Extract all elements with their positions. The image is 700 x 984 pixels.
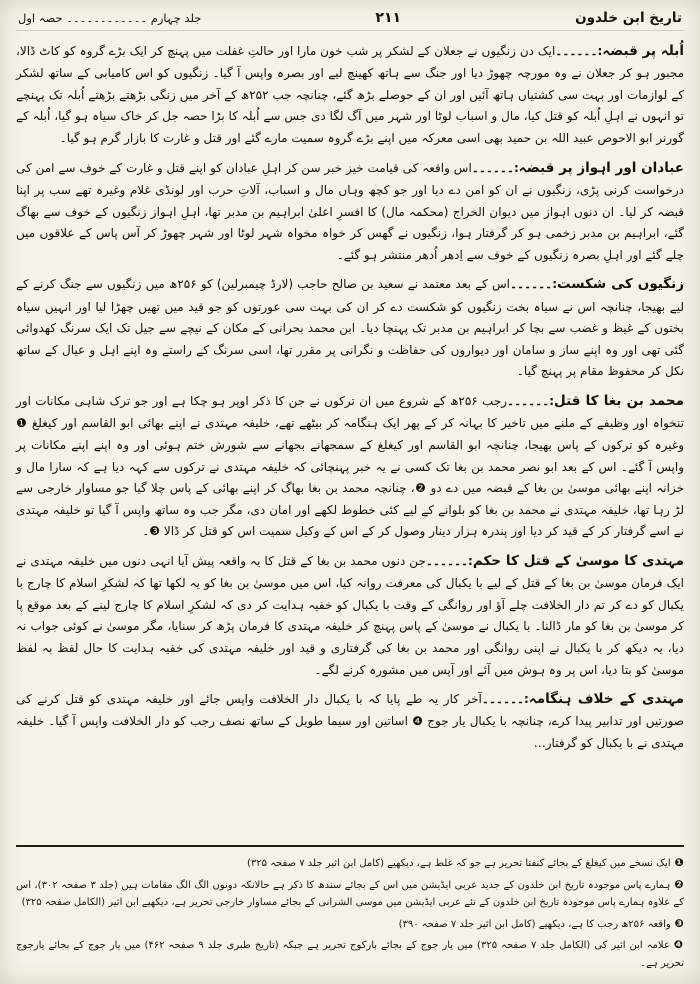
heading-separator: :۔۔۔۔۔۔ — [510, 277, 558, 292]
footnote-text: ایک نسخے میں کیغلغ کے بجائے کنفتا تحریر ہے جو کہ غلط ہے، دیکھیے (کامل ابن اثیر جلد ۷ صفحہ ۳۲۵) — [246, 858, 671, 869]
section-muhammad-bin-bugha-murder — [16, 389, 684, 543]
section-body: آخر کار یہ طے پایا کہ با یکبال دار الخلافت واپس جائے اور خلیفہ مہتدی کو قتل کرنے کی صورتیں اور تدابیر پیدا کرے، چنانچہ با یکبال یار جوج ❹ اساتین اور سیما طویل کے ساتھ نصف رجب کو دار الخلافت واپس آ گیا۔ خلیفہ مہتدی نے با یکبال کو گرفتار… — [16, 692, 684, 751]
footnote-text: واقعہ ۲۵۶ھ رجب کا ہے، دیکھیے (کامل ابن اثیر جلد ۷ صفحہ ۳۹۰) — [398, 918, 671, 930]
section-heading: مہتدی کا موسیٰ کے قتل کا حکم — [472, 552, 685, 569]
section-heading: عبادان اور اہواز پر قبضہ — [518, 159, 684, 176]
section-body: اس واقعہ کی قیامت خیز خبر سن کر اہلِ عبادان کو اپنے قتل و غارت کے خوف سے امن کی درخواست کرنی پڑی، زنگیوں نے ان کو امن دے دیا اور جو کچھ وہاں مال و اسباب، آلاتِ حرب اور لونڈی غلام وغیرہ تھے سب پر اپنا قبضہ کر لیا۔ ان دنوں اہواز میں دیوان الخراج (محکمہ مال) کا افسرِ اعلیٰ ابراہیم بن مدبر تھا، اہلِ اہواز زنگیوں کے خوف سے بھاگ گئے، ابراہیم بن مدبر زخمی ہو کر گرفتار ہوا، زنگیوں نے گھس کر خواہ مخواہ شہر لوٹا اور شہر چھوڑ کر آس پاس کے علاقوں میں چلے گئے اور اہلِ بصرہ زنگیوں کے خوف سے اِدھر اُدھر منتشر ہو گئے۔ — [16, 160, 684, 262]
page-number: ۲۱۱ — [375, 10, 402, 26]
footnote-marker: ❶ — [674, 856, 684, 869]
section-heading: محمد بن بغا کا قتل — [554, 393, 684, 410]
footnote-divider — [16, 845, 684, 847]
section-uprising-against-muhtadi — [16, 687, 684, 754]
footnote-2 — [16, 875, 684, 912]
footnote-marker: ❸ — [674, 916, 684, 930]
footnotes-section — [16, 839, 684, 974]
footnote-4 — [16, 935, 684, 972]
heading-separator: :۔۔۔۔۔۔ — [471, 160, 519, 175]
footnote-3 — [16, 914, 684, 934]
section-body: ایک دن زنگیوں نے جعلان کے لشکر پر شب خون مارا اور حالتِ غفلت میں پہنچ کر ایک بڑے گروہ کو کاٹ ڈالا، مجبور ہو کر جعلان نے وہ مورچہ چھوڑ دیا اور جنگ سے ہاتھ کھینچ لیے اور بصرہ واپس آ گیا۔ زنگیوں کو اس کامیابی کے ساتھ لشکر کے لوازمات اور بہت سی کشتیاں ہاتھ آئیں اور ان کے حوصلے بڑھ گئے، چنانچہ جب ۲۵۲ھ کے آخر میں زنگی بڑھتے بڑھتے اُبلہ تک پہنچے تو انہوں نے اہلِ اُبلہ کو قتل کیا، مال و اسباب لوٹا اور شہر میں آگ لگا دی جس سے اُبلہ کا بڑا حصہ جل کر خاک سیاہ ہو گیا، اُبلہ کے گورنر ابو الاحوص عبید اللہ بن حمید بھی اسی معرکہ میں اپنے بڑے گروہ سمیت مارے گئے اور قتل و غارت کا بازار گرم ہو گیا۔ — [16, 44, 684, 146]
section-abadan-ahwaz-capture — [16, 156, 684, 267]
section-heading: زنگیوں کی شکست — [557, 276, 684, 293]
page-body — [16, 39, 684, 761]
section-heading: اُبلہ پر قبضہ — [602, 43, 684, 59]
heading-separator: :۔۔۔۔۔۔ — [555, 44, 603, 58]
section-zanj-defeat — [16, 272, 684, 383]
section-body: جن دنوں محمد بن بغا کے قتل کا یہ واقعہ پیش آیا انہی دنوں میں خلیفہ مہتدی نے ایک فرمان موسیٰ بن بغا کے قتل کے لیے با یکبال کی معرفت روانہ کیا، اس میں موسیٰ بن بغا کو یہ لکھا تھا کہ لشکرِ اسلام کا چارج با یکبال کو دے کر تم دار الخلافت چلے آؤ اور روانگی کے وقت با یکبال کو خفیہ ہدایت کر دی کہ لشکرِ اسلام کا چارج لینے کے بعد موقع پا کر موسیٰ بن بغا کو مار ڈالنا۔ با یکبال نے موسیٰ کے پاس پہنچ کر خلیفہ مہتدی کا فرمان پڑھ کر سنایا، مگر موسیٰ نے کوئی جواب نہ دیا، یہ دیکھ کر با یکبال نے اپنی روانگی اور محمد بن بغا کی گرفتاری و قید اور خلیفہ مہتدی کی خفیہ ہدایت کا حال لفظ بہ لفظ موسیٰ کو بتا دیا، اس پر وہ ہوش میں آئے اور آپس میں مشورہ کرنے لگے۔ — [16, 553, 684, 677]
section-heading: مہتدی کے خلاف ہنگامہ — [528, 691, 684, 708]
footnote-text: علامہ ابن اثیر کی (الکامل جلد ۷ صفحہ ۳۲۵) میں یار جوج کے بجائے بارکوج تحریر ہے جبکہ (تاریخ طبری جلد ۹ صفحہ ۴۶۲) میں یار جوج کے بجائے یارجوج تحریر ہے۔ — [16, 940, 684, 969]
page-header — [16, 8, 684, 31]
footnote-text: ہمارے پاس موجودہ تاریخ ابن خلدون کے جدید عربی ایڈیشن میں اس کے بجائے سندھ کا ذکر ہے حالانکہ دونوں الگ الگ مقامات ہیں (جلد ۳ صفحہ ۳۰۲)، اس کے علاوہ ہمارے پاس موجودہ تاریخ ابن خلدون کے نئے عربی ایڈیشن میں موسی الشرانی کے بجائے مساوار خارجی تحریر ہے، دیکھیے ابن اثیر (الکامل صفحہ ۳۲۵) — [16, 879, 684, 908]
section-ubullah-capture — [16, 39, 684, 150]
footnote-marker: ❹ — [673, 938, 684, 951]
footnote-1 — [16, 853, 684, 873]
volume-part-label: جلد چہارم ۔۔۔۔۔۔۔۔۔۔۔۔ حصہ اول — [18, 11, 202, 25]
heading-separator: :۔۔۔۔۔۔ — [507, 394, 555, 409]
heading-separator: :۔۔۔۔۔۔ — [481, 692, 529, 707]
footnote-marker: ❷ — [674, 877, 684, 891]
heading-separator: :۔۔۔۔۔۔ — [425, 553, 473, 568]
section-muhtadi-order-musa — [16, 549, 684, 681]
section-body: رجب ۲۵۶ھ کے شروع میں ان ترکوں نے جن کا ذکر اوپر ہو چکا ہے اور جو ترک شاہی مکانات اور تنخواہ اور وظیفے کے ملنے میں تاخیر کا بہانہ کر کے پھر ایک ہنگامہ کر بیٹھے تھے، خلیفہ مہتدی نے اپنے بھائی ابو القاسم اور کیغلغ ❶ وغیرہ کو ترکوں کے پاس بھیجا، چنانچہ ابو القاسم اور کیغلغ کے سمجھانے بجھانے سے شورش ختم ہوئی اور وہ اپنے اپنے مکانات پر واپس آ گئے۔ اس کے بعد ابو نصر محمد بن بغا تک کسی نے یہ خبر پہنچائی کہ خلیفہ مہتدی نے ترکوں سے کہہ دیا ہے کہ سارا مال و خزانہ اپنے بھائی موسیٰ بن بغا کے قبضہ میں دے دو ❷، چنانچہ محمد بن بغا بھاگ کر اپنے بھائی کے پاس چلا گیا جو مساوار خارجی سے لڑ رہا تھا، خلیفہ مہتدی نے محمد بن بغا کو بلوانے کے لیے کئی خطوط لکھے اور امان دی، مگر جب وہ ساتھ واپس آ گیا تو خلیفہ مہتدی نے اسے گرفتار کر کے قید کر دیا اور پندرہ ہزار دینار وصول کر کے اس کے وکیل سمیت اس کو قتل کر ڈالا ❸۔ — [16, 394, 684, 539]
book-title: تاریخ ابن خلدون — [575, 10, 682, 26]
section-body: اس کے بعد معتمد نے سعید بن صالح حاجب (لارڈ چیمبرلین) کو ۲۵۶ھ میں زنگیوں سے جنگ کرنے کے لیے بھیجا، چنانچہ اس نے سیاہ بخت زنگیوں کو شکست دے کر ان کی بہت سی عورتوں کو جو قید میں تھیں چھڑا لیا اور انہیں سیاہ بختوں کے غیظ و غضب سے بچا کر ابراہیم بن مدبر تک پہنچا دیا۔ ابن محمد بحرانی کے مکان کے نیچے سے جیل تک ایک سرنگ کھدوائی گئی تھی اور وہ اپنے ساز و سامان اور دیواروں کی حفاظت و نگرانی پر مقرر تھا، اسی سرنگ کے راستے وہ اپنے اہل و عیال کے ساتھ نکل کر محفوظ مقام پر پہنچ گیا۔ — [16, 277, 684, 379]
